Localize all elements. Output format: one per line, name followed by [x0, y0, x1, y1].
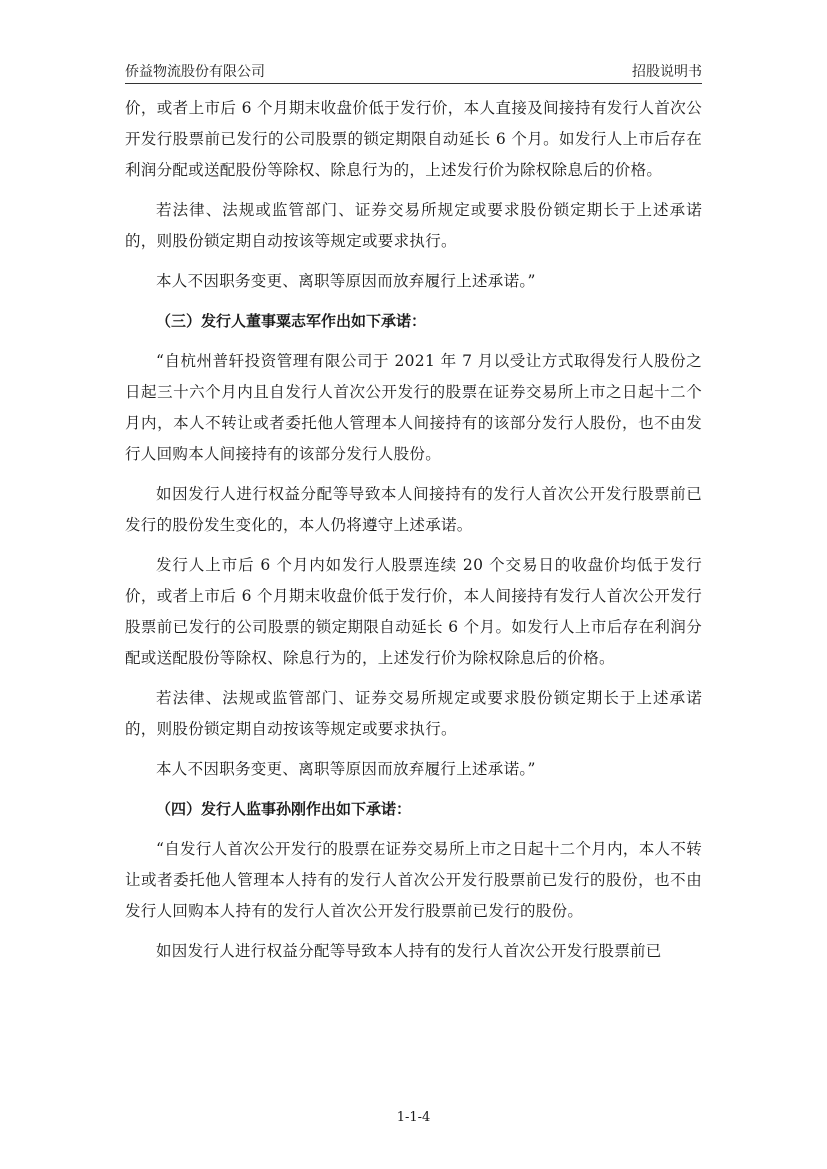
paragraph: 如因发行人进行权益分配等导致本人持有的发行人首次公开发行股票前已 — [156, 942, 662, 960]
paragraph: 如因发行人进行权益分配等导致本人间接持有的发行人首次公开发行股票前已发行的股份发生变化的，本人仍将遵守上述承诺。 — [125, 485, 702, 534]
document-body — [125, 93, 702, 976]
paragraph: 价，或者上市后 6 个月期末收盘价低于发行价，本人直接及间接持有发行人首次公开发行股票前已发行的公司股票的锁定期限自动延长 6 个月。如发行人上市后存在利润分配或送配股份等除权、除息行为的，上述发行价为除权除息后的价格。 — [125, 99, 702, 179]
paragraph: “自发行人首次公开发行的股票在证券交易所上市之日起十二个月内，本人不转让或者委托他人管理本人持有的发行人首次公开发行股票前已发行的股份，也不由发行人回购本人持有的发行人首次公开发行股票前已发行的股份。 — [125, 840, 702, 920]
section-heading-3: （三）发行人董事粟志军作出如下承诺： — [156, 312, 427, 330]
paragraph: 若法律、法规或监管部门、证券交易所规定或要求股份锁定期长于上述承诺的，则股份锁定期自动按该等规定或要求执行。 — [125, 689, 702, 738]
paragraph: 本人不因职务变更、离职等原因而放弃履行上述承诺。” — [156, 760, 536, 778]
section-heading-4: （四）发行人监事孙刚作出如下承诺： — [156, 800, 412, 818]
paragraph: “自杭州普轩投资管理有限公司于 2021 年 7 月以受让方式取得发行人股份之日起三十六个月内且自发行人首次公开发行的股票在证券交易所上市之日起十二个月内，本人不转让或者委托他人管理本人间接持有的该部分发行人股份，也不由发行人回购本人间接持有的该部分发行人股份。 — [125, 352, 702, 463]
header-document-type: 招股说明书 — [632, 64, 702, 80]
paragraph: 本人不因职务变更、离职等原因而放弃履行上述承诺。” — [156, 272, 536, 290]
paragraph: 发行人上市后 6 个月内如发行人股票连续 20 个交易日的收盘价均低于发行价，或者上市后 6 个月期末收盘价低于发行价，本人间接持有发行人首次公开发行股票前已发行的公司股票的锁定期限自动延长 6 个月。如发行人上市后存在利润分配或送配股份等除权、除息行为的，上述发行价为除权除息后的价格。 — [125, 556, 702, 667]
paragraph: 若法律、法规或监管部门、证券交易所规定或要求股份锁定期长于上述承诺的，则股份锁定期自动按该等规定或要求执行。 — [125, 201, 702, 250]
page-header — [125, 57, 702, 84]
header-company-name: 侨益物流股份有限公司 — [125, 64, 265, 80]
page-number: 1-1-4 — [396, 1110, 431, 1125]
